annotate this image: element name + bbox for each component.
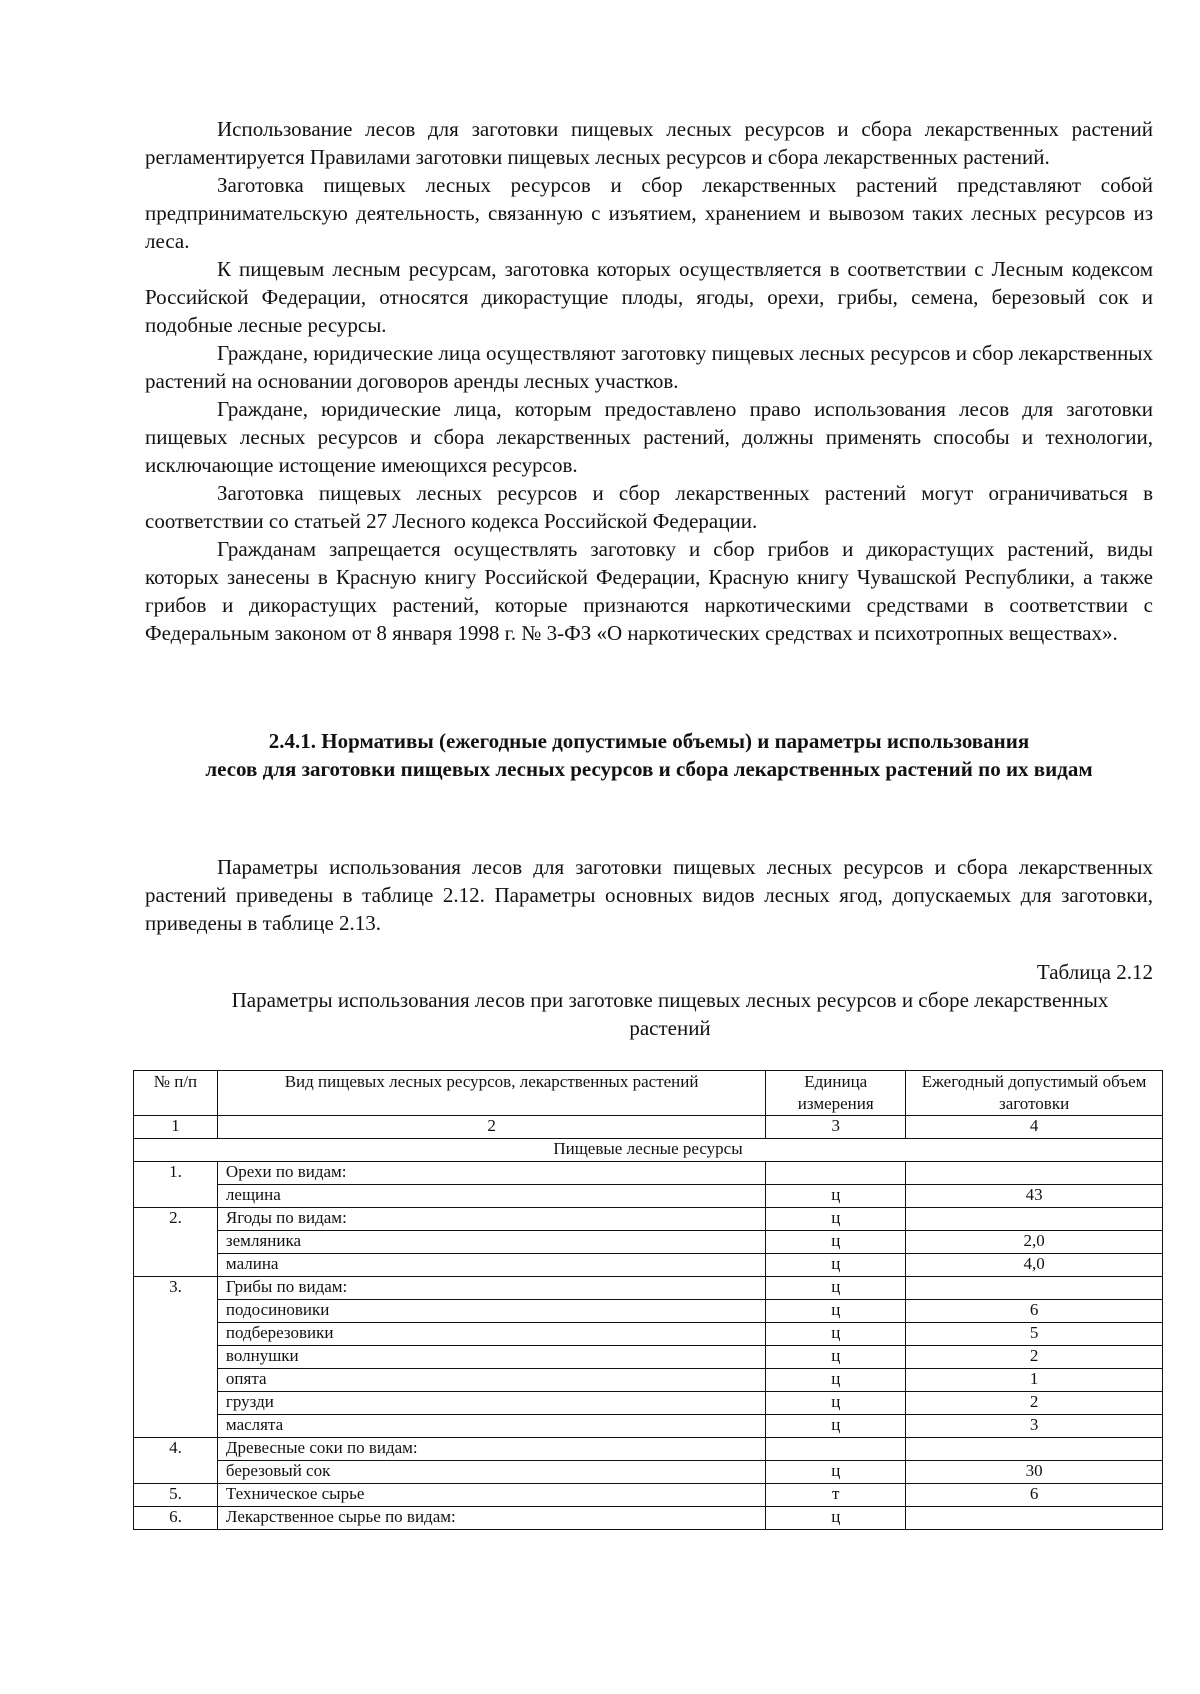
annual-volume-cell: 2,0 (906, 1231, 1163, 1254)
paragraph: Граждане, юридические лица осуществляют заготовку пищевых лесных ресурсов и сбор лекарственных растений на основании договоров аренды лесных участков. (145, 341, 1153, 393)
annual-volume-cell (906, 1438, 1163, 1461)
paragraph: К пищевым лесным ресурсам, заготовка которых осуществляется в соответствии с Лесным кодексом Российской Федерации, относятся дикорастущие плоды, ягоды, орехи, грибы, семена, березовый сок и подобные лесные ресурсы. (145, 257, 1153, 337)
row-number-cell: 1. (134, 1162, 218, 1208)
unit-cell: ц (766, 1185, 906, 1208)
resource-name-cell: березовый сок (217, 1461, 765, 1484)
table-row (134, 1415, 1163, 1438)
paragraph: Использование лесов для заготовки пищевых лесных ресурсов и сбора лекарственных растений регламентируется Правилами заготовки пищевых лесных ресурсов и сбора лекарственных растений. (145, 117, 1153, 169)
row-number-cell: 3. (134, 1277, 218, 1438)
section-heading-line-1: 2.4.1. Нормативы (ежегодные допустимые объемы) и параметры использования (268, 729, 1030, 753)
unit-cell: ц (766, 1300, 906, 1323)
table-row (134, 1438, 1163, 1461)
paragraph: Гражданам запрещается осуществлять заготовку и сбор грибов и дикорастущих растений, виды которых занесены в Красную книгу Российской Федерации, Красную книгу Чувашской Республики, а также грибов и дикорастущих растений, которые признаются наркотическими средствами в соответствии с Федеральным законом от 8 января 1998 г. № 3-ФЗ «О наркотических средствах и психотропных веществах». (145, 537, 1153, 645)
table-row (134, 1323, 1163, 1346)
column-number: 3 (766, 1116, 906, 1139)
unit-cell: ц (766, 1369, 906, 1392)
table-row (134, 1461, 1163, 1484)
header-cell-number: № п/п (134, 1071, 218, 1116)
intro-paragraph: Параметры использования лесов для заготовки пищевых лесных ресурсов и сбора лекарственных растений приведены в таблице 2.12. Параметры основных видов лесных ягод, допускаемых для заготовки, приведены в таблице 2.13. (145, 855, 1153, 935)
row-number-cell: 6. (134, 1507, 218, 1530)
table-row (134, 1231, 1163, 1254)
unit-cell: т (766, 1484, 906, 1507)
table-row (134, 1277, 1163, 1300)
annual-volume-cell: 6 (906, 1300, 1163, 1323)
unit-cell: ц (766, 1461, 906, 1484)
resource-name-cell: Грибы по видам: (217, 1277, 765, 1300)
paragraph: Заготовка пищевых лесных ресурсов и сбор лекарственных растений могут ограничиваться в соответствии со статьей 27 Лесного кодекса Российской Федерации. (145, 481, 1153, 533)
table-row (134, 1185, 1163, 1208)
annual-volume-cell: 2 (906, 1346, 1163, 1369)
annual-volume-cell (906, 1277, 1163, 1300)
group-title: Пищевые лесные ресурсы (134, 1139, 1163, 1162)
table-row (134, 1507, 1163, 1530)
table-row (134, 1162, 1163, 1185)
row-number-cell: 2. (134, 1208, 218, 1277)
header-cell-resource-type: Вид пищевых лесных ресурсов, лекарственных растений (217, 1071, 765, 1116)
header-cell-unit: Единица измерения (766, 1071, 906, 1116)
resource-name-cell: Лекарственное сырье по видам: (217, 1507, 765, 1530)
table-row (134, 1484, 1163, 1507)
resource-name-cell: подосиновики (217, 1300, 765, 1323)
table-row (134, 1346, 1163, 1369)
section-heading (145, 727, 1153, 783)
resource-name-cell: подберезовики (217, 1323, 765, 1346)
column-number: 1 (134, 1116, 218, 1139)
annual-volume-cell: 3 (906, 1415, 1163, 1438)
resource-name-cell: Орехи по видам: (217, 1162, 765, 1185)
table-body (134, 1162, 1163, 1530)
unit-cell: ц (766, 1277, 906, 1300)
table-row (134, 1369, 1163, 1392)
header-cell-annual-volume: Ежегодный допустимый объем заготовки (906, 1071, 1163, 1116)
annual-volume-cell: 43 (906, 1185, 1163, 1208)
column-number: 4 (906, 1116, 1163, 1139)
table-row (134, 1392, 1163, 1415)
paragraph: Граждане, юридические лица, которым предоставлено право использования лесов для заготовки пищевых лесных ресурсов и сбора лекарственных растений, должны применять способы и технологии, исключающие истощение имеющихся ресурсов. (145, 397, 1153, 477)
unit-cell: ц (766, 1507, 906, 1530)
annual-volume-cell (906, 1162, 1163, 1185)
table-number: Таблица 2.12 (1036, 960, 1153, 984)
table-header-row (134, 1071, 1163, 1116)
body-text (145, 115, 1153, 647)
annual-volume-cell (906, 1507, 1163, 1530)
resource-name-cell: земляника (217, 1231, 765, 1254)
unit-cell: ц (766, 1208, 906, 1231)
annual-volume-cell: 6 (906, 1484, 1163, 1507)
column-number: 2 (217, 1116, 765, 1139)
unit-cell: ц (766, 1323, 906, 1346)
annual-volume-cell: 5 (906, 1323, 1163, 1346)
group-title-row (134, 1139, 1163, 1162)
resource-name-cell: маслята (217, 1415, 765, 1438)
resource-name-cell: грузди (217, 1392, 765, 1415)
table-row (134, 1254, 1163, 1277)
annual-volume-cell (906, 1208, 1163, 1231)
unit-cell: ц (766, 1254, 906, 1277)
unit-cell: ц (766, 1231, 906, 1254)
resource-name-cell: волнушки (217, 1346, 765, 1369)
resource-name-cell: малина (217, 1254, 765, 1277)
intro-text (145, 853, 1153, 937)
table-caption: Параметры использования лесов при заготовке пищевых лесных ресурсов и сборе лекарственных растений (231, 988, 1109, 1040)
resources-table (133, 1070, 1163, 1530)
paragraph: Заготовка пищевых лесных ресурсов и сбор лекарственных растений представляют собой предпринимательскую деятельность, связанную с изъятием, хранением и вывозом таких лесных ресурсов из леса. (145, 173, 1153, 253)
annual-volume-cell: 2 (906, 1392, 1163, 1415)
table-row (134, 1208, 1163, 1231)
unit-cell (766, 1162, 906, 1185)
resource-name-cell: опята (217, 1369, 765, 1392)
resource-name-cell: Техническое сырье (217, 1484, 765, 1507)
resource-name-cell: Древесные соки по видам: (217, 1438, 765, 1461)
unit-cell (766, 1438, 906, 1461)
column-number-row (134, 1116, 1163, 1139)
unit-cell: ц (766, 1392, 906, 1415)
section-heading-line-2: лесов для заготовки пищевых лесных ресурсов и сбора лекарственных растений по их видам (205, 757, 1093, 781)
row-number-cell: 4. (134, 1438, 218, 1484)
unit-cell: ц (766, 1415, 906, 1438)
annual-volume-cell: 1 (906, 1369, 1163, 1392)
row-number-cell: 5. (134, 1484, 218, 1507)
annual-volume-cell: 4,0 (906, 1254, 1163, 1277)
table-row (134, 1300, 1163, 1323)
resource-name-cell: лещина (217, 1185, 765, 1208)
unit-cell: ц (766, 1346, 906, 1369)
resource-name-cell: Ягоды по видам: (217, 1208, 765, 1231)
annual-volume-cell: 30 (906, 1461, 1163, 1484)
